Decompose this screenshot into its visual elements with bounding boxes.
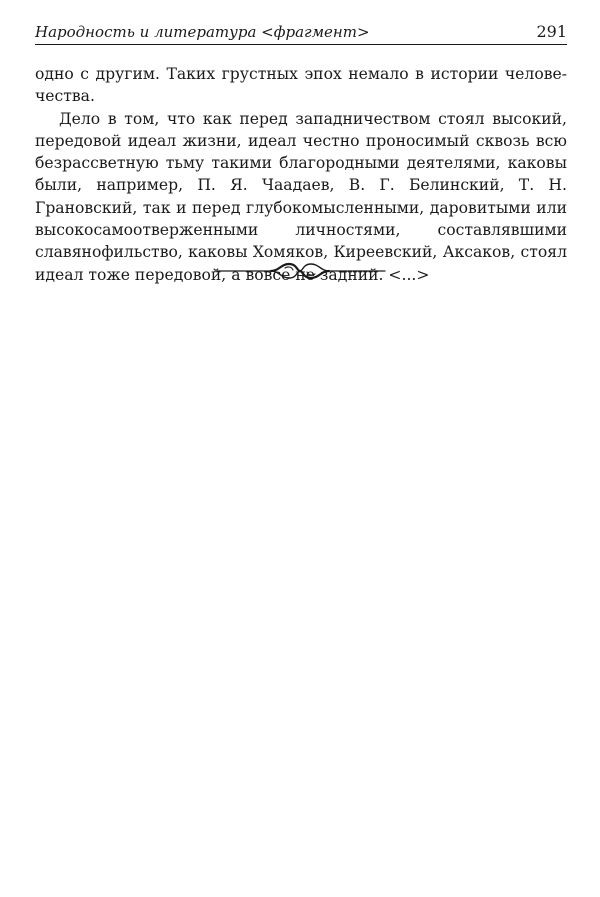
body-text (35, 63, 567, 286)
running-title: Народность и литература <фрагмент> (35, 23, 370, 41)
page-number: 291 (536, 22, 567, 41)
flourish-divider-icon (213, 259, 387, 283)
running-head (35, 16, 567, 42)
header-rule (35, 44, 567, 45)
paragraph: Дело в том, что как перед западничеством стоял высокий, передовой идеал жизни, идеал честно проносимый сквозь всю безрассветную тьму такими благородными деятелями, каковы были, например, П. Я. Чаадаев, В. Г. Белинский, Т. Н. Грановский, так и перед глубокомысленными, даровитыми или высокосамоотверженными личностями, составлявшими славянофильство, каковы Хомяков, Киреевский, Аксаков, стоял идеал тоже передовой, а вовсе не задний. <...> (35, 109, 567, 284)
paragraph-continuation: одно с другим. Таких грустных эпох немало в истории человечества. (35, 65, 567, 106)
